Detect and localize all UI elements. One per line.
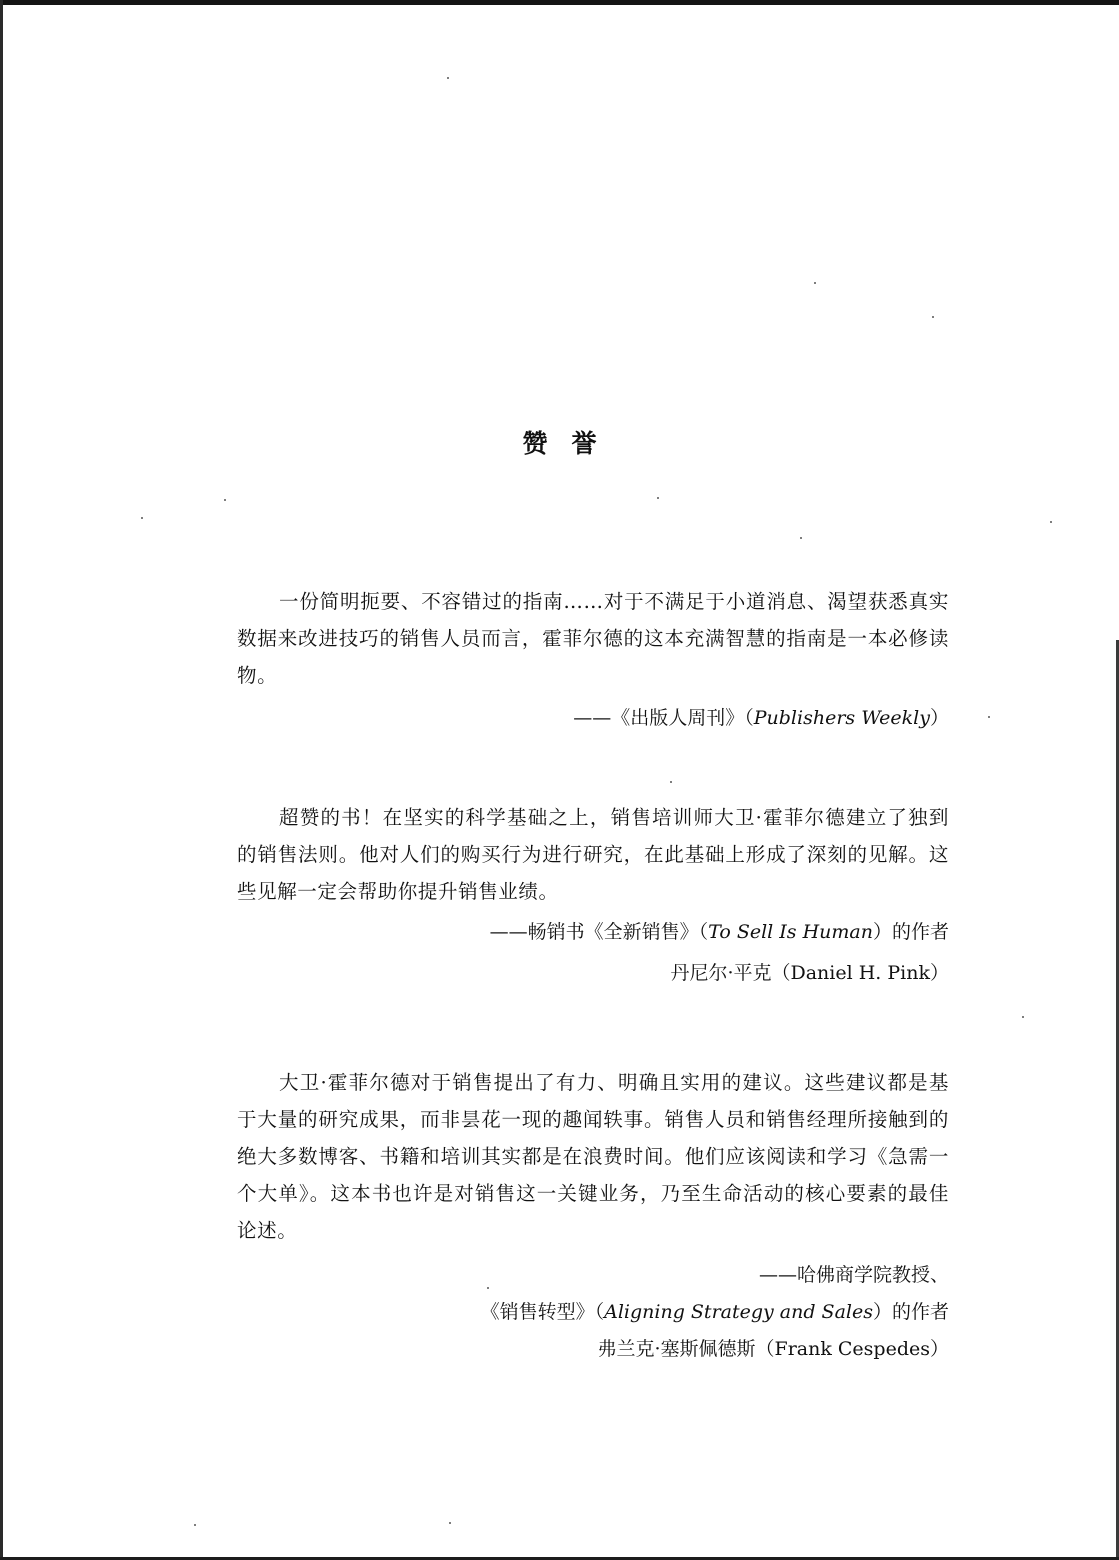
- scan-speck: [657, 497, 659, 499]
- review-attribution: [237, 700, 949, 737]
- scan-speck: [224, 499, 226, 501]
- scan-speck: [932, 316, 934, 318]
- review-attribution-book: [237, 1294, 949, 1331]
- scan-speck: [194, 1524, 196, 1526]
- review-quote: 一份简明扼要、不容错过的指南……对于不满足于小道消息、渴望获悉真实数据来改进技巧的销售人员而言，霍菲尔德的这本充满智慧的指南是一本必修读物。: [237, 590, 949, 687]
- scan-speck: [141, 517, 143, 519]
- review-attribution-author: [237, 1331, 949, 1368]
- attribution-title-italic: To Sell Is Human: [708, 921, 873, 943]
- scan-speck: [814, 282, 816, 284]
- review-attribution-author: [237, 955, 949, 992]
- attribution-text: ）的作者: [872, 921, 949, 943]
- review-publishers-weekly: [237, 583, 949, 737]
- scan-speck: [988, 716, 990, 718]
- scan-speck: [800, 537, 802, 539]
- scan-speck: [447, 77, 449, 79]
- scan-left-edge: [0, 0, 3, 1560]
- review-attribution: [237, 1257, 949, 1294]
- scan-top-edge: [0, 0, 1119, 5]
- attribution-text: 《销售转型》（: [480, 1301, 605, 1323]
- scan-speck: [670, 781, 672, 783]
- attribution-text: ——《出版人周刊》（: [573, 707, 754, 729]
- attribution-text: ——畅销书《全新销售》（: [489, 921, 709, 943]
- review-quote: 超赞的书！在坚实的科学基础之上，销售培训师大卫·霍菲尔德建立了独到的销售法则。他对人们的购买行为进行研究，在此基础上形成了深刻的见解。这些见解一定会帮助你提升销售业绩。: [237, 806, 949, 903]
- attribution-text: ）: [929, 707, 949, 729]
- review-quote: 大卫·霍菲尔德对于销售提出了有力、明确且实用的建议。这些建议都是基于大量的研究成果，而非昙花一现的趣闻轶事。销售人员和销售经理所接触到的绝大多数博客、书籍和培训其实都是在浪费时间。他们应该阅读和学习《急需一个大单》。这本书也许是对销售这一关键业务，乃至生命活动的核心要素的最佳论述。: [237, 1071, 949, 1242]
- review-attribution: [237, 914, 949, 951]
- page-title: 赞誉: [522, 428, 621, 458]
- attribution-text: 丹尼尔·平克（Daniel H. Pink）: [670, 962, 949, 984]
- attribution-text: ——哈佛商学院教授、: [758, 1264, 949, 1286]
- attribution-text: ）的作者: [872, 1301, 949, 1323]
- review-daniel-pink: [237, 799, 949, 992]
- scan-speck: [449, 1522, 451, 1524]
- review-frank-cespedes: [237, 1064, 949, 1368]
- attribution-text: 弗兰克·塞斯佩德斯（Frank Cespedes）: [597, 1338, 949, 1360]
- attribution-title-italic: Aligning Strategy and Sales: [604, 1301, 873, 1323]
- attribution-title-italic: Publishers Weekly: [753, 707, 930, 729]
- scan-speck: [1050, 521, 1052, 523]
- scan-speck: [1022, 1016, 1024, 1018]
